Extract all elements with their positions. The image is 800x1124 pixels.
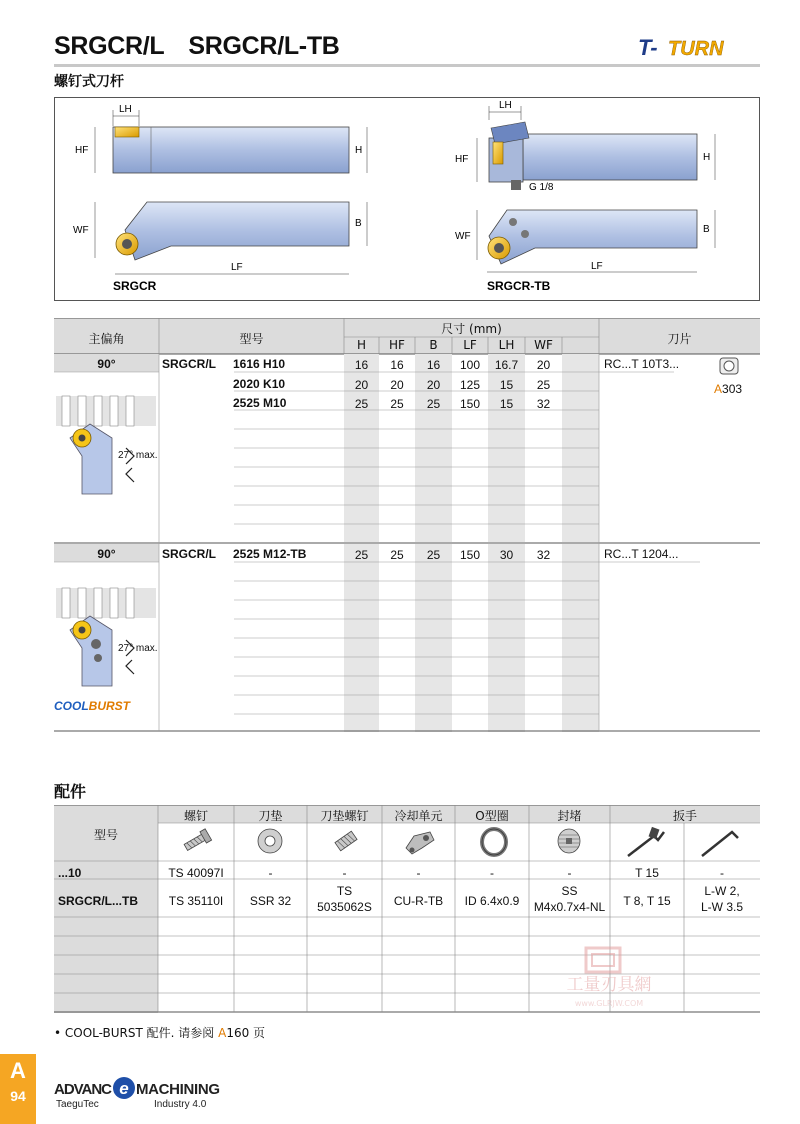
acc-header-shim: 刀垫 — [258, 809, 283, 823]
dim-label-lh-tb: LH — [499, 100, 512, 111]
acc-row2-coolant: CU-R-TB — [393, 894, 444, 908]
acc-row1-wrench-a: T 15 — [635, 866, 659, 880]
header-dim-lh: LH — [498, 338, 515, 352]
acc-row1-wrench-b: - — [720, 866, 724, 880]
svg-text:e: e — [119, 1079, 129, 1098]
group2-series: SRGCR/L — [162, 547, 216, 561]
row3-wf: 32 — [536, 397, 551, 411]
acc-row1-o-ring: - — [490, 866, 494, 880]
dim-label-lh: LH — [119, 104, 132, 115]
row3-lh: 15 — [499, 397, 514, 411]
row4-hf: 25 — [390, 548, 404, 562]
group1-series: SRGCR/L — [162, 357, 216, 371]
header-insert: 刀片 — [667, 332, 692, 346]
group2-angle-note: 27° max. — [118, 643, 158, 654]
acc-row2-wrench-b: L-W 2, L-W 3.5 — [700, 884, 743, 914]
row1-h: 16 — [354, 358, 369, 372]
dimension-drawings — [55, 98, 761, 302]
torx-wrench-icon — [624, 826, 668, 860]
coolant-unit-icon — [398, 826, 442, 858]
row1-b: 16 — [426, 358, 441, 372]
watermark-logo — [534, 944, 684, 1010]
acc-header-shim-screw: 刀垫螺钉 — [320, 809, 369, 823]
page-number: 94 — [10, 1088, 26, 1104]
row3-code: 2525 M10 — [233, 396, 287, 410]
dim-label-h-tb: H — [703, 152, 711, 163]
row1-lf: 100 — [459, 358, 481, 372]
screw-icon — [176, 826, 216, 856]
row4-b: 25 — [426, 548, 441, 562]
dim-label-hf: HF — [75, 145, 89, 156]
group1-angle: 90° — [97, 357, 116, 371]
acc-row1-shim-screw: - — [342, 866, 347, 880]
acc-row1-model: ...10 — [58, 866, 82, 880]
acc-row1-screw: TS 40097I — [168, 866, 224, 880]
svg-text:工量刃具網: 工量刃具網 — [566, 975, 652, 995]
dim-label-b-tb: B — [703, 224, 710, 235]
srgcr-top-view — [73, 202, 367, 293]
acc-row2-o-ring: ID 6.4x0.9 — [464, 894, 520, 908]
svg-text:www.GLRJW.COM: www.GLRJW.COM — [574, 999, 644, 1008]
row1-code: 1616 H10 — [233, 357, 286, 371]
page-title: SRGCR/L SRGCR/L-TB — [54, 32, 340, 60]
svg-text:T-: T- — [638, 35, 658, 60]
svg-text:Industry 4.0: Industry 4.0 — [154, 1099, 207, 1110]
srgcr-tb-side-view — [455, 100, 715, 193]
row4-wf: 32 — [536, 548, 551, 562]
srgcr-tb-top-view — [455, 210, 715, 293]
acc-header-model: 型号 — [93, 828, 118, 842]
acc-row1-plug: - — [567, 866, 572, 880]
acc-row2-shim: SSR 32 — [249, 894, 292, 908]
advance-machining-logo — [54, 1076, 224, 1112]
coolburst-logo: COOLBURST — [54, 699, 131, 713]
section-letter: A — [10, 1058, 26, 1083]
shim-icon — [252, 826, 288, 856]
svg-text:TaeguTec: TaeguTec — [56, 1099, 99, 1110]
dimension-figure-box — [54, 97, 760, 301]
row4-code: 2525 M12-TB — [233, 547, 307, 561]
page-subtitle: 螺钉式刀杆 — [54, 74, 124, 90]
group2-angle: 90° — [97, 547, 116, 561]
shim-screw-icon — [326, 826, 366, 856]
row2-lf: 125 — [459, 378, 481, 392]
dim-label-hf-tb: HF — [455, 154, 469, 165]
acc-header-o-ring: O型圈 — [475, 809, 509, 823]
group1-insert: RC...T 10T3... — [604, 357, 680, 371]
dim-label-lf: LF — [231, 262, 243, 273]
row2-b: 20 — [426, 378, 441, 392]
row2-h: 20 — [354, 378, 369, 392]
acc-header-wrench: 扳手 — [672, 809, 697, 823]
row2-hf: 20 — [390, 378, 404, 392]
row3-hf: 25 — [390, 397, 404, 411]
header-dim-h: H — [356, 338, 367, 352]
caption-srgcr-tb: SRGCR-TB — [487, 279, 551, 293]
header-model: 型号 — [239, 332, 264, 346]
hex-key-icon — [698, 826, 742, 860]
header-dimensions: 尺寸 (mm) — [441, 322, 502, 336]
acc-header-plug: 封堵 — [557, 809, 582, 823]
acc-row2-wrench-a: T 8, T 15 — [623, 894, 671, 908]
title-rule — [54, 64, 760, 67]
svg-text:ADVANC: ADVANC — [54, 1081, 112, 1098]
row1-hf: 16 — [390, 358, 404, 372]
acc-row2-screw: TS 35110I — [168, 894, 224, 908]
header-dim-wf: WF — [534, 338, 553, 352]
o-ring-icon — [476, 826, 512, 858]
acc-row1-coolant: - — [416, 866, 421, 880]
acc-row2-shim-screw: TS 5035062S — [317, 884, 372, 914]
row1-wf: 20 — [536, 358, 551, 372]
group1-angle-note: 27° max. — [118, 450, 158, 461]
plug-icon — [551, 826, 587, 856]
group2-insert: RC...T 1204... — [604, 547, 679, 561]
row1-lh: 16.7 — [494, 358, 519, 372]
accessories-title: 配件 — [54, 782, 87, 801]
dim-label-wf-tb: WF — [455, 231, 471, 242]
row2-code: 2020 K10 — [233, 377, 286, 391]
svg-text:MACHINING: MACHINING — [136, 1081, 220, 1098]
page-tab — [0, 1054, 36, 1124]
dim-label-lf-tb: LF — [591, 261, 603, 272]
acc-row1-shim: - — [268, 866, 273, 880]
row4-h: 25 — [354, 548, 369, 562]
row2-wf: 25 — [536, 378, 551, 392]
caption-srgcr: SRGCR — [113, 279, 157, 293]
row4-lh: 30 — [499, 548, 514, 562]
acc-header-screw: 螺钉 — [183, 809, 208, 823]
row4-lf: 150 — [459, 548, 481, 562]
dim-label-h: H — [355, 145, 363, 156]
dim-label-b: B — [355, 218, 362, 229]
insert-reference-icon — [718, 356, 740, 378]
acc-row2-plug: SS M4x0.7x4-NL — [533, 884, 606, 914]
coolburst-note: • COOL-BURST 配件. 请参阅 A160 页 — [54, 1026, 266, 1040]
t-turn-logo — [636, 32, 764, 62]
header-dim-lf: LF — [463, 338, 477, 352]
acc-row2-model: SRGCR/L...TB — [58, 894, 138, 908]
dim-label-wf: WF — [73, 225, 89, 236]
row3-lf: 150 — [459, 397, 481, 411]
srgcr-side-view — [75, 104, 367, 173]
row3-h: 25 — [354, 397, 369, 411]
header-dim-hf: HF — [389, 338, 405, 352]
row2-lh: 15 — [499, 378, 514, 392]
group1-insert-ref: A303 — [714, 382, 743, 396]
svg-text:TURN: TURN — [668, 38, 724, 60]
row3-b: 25 — [426, 397, 441, 411]
header-angle: 主偏角 — [88, 332, 125, 346]
header-dim-b: B — [429, 338, 438, 352]
dim-label-g: G 1/8 — [529, 182, 554, 193]
acc-header-coolant-unit: 冷却单元 — [394, 809, 443, 823]
